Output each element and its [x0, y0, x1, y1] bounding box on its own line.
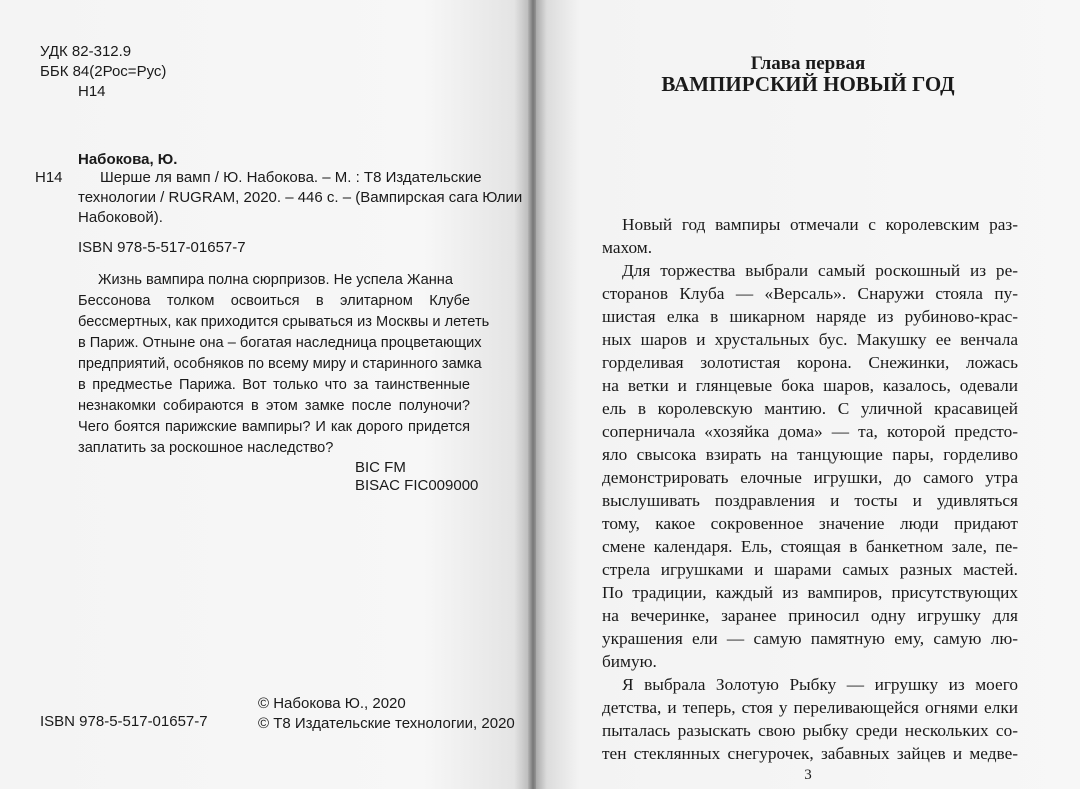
- annotation-line: незнакомки собираются в этом замке после полуночи?: [78, 398, 470, 414]
- bic-code: BIC FM: [355, 459, 406, 476]
- author-sign-top: Н14: [78, 83, 106, 100]
- body-line: Для торжества выбрали самый роскошный из ре-: [622, 261, 1018, 280]
- body-line: Я выбрала Золотую Рыбку — игрушку из моего: [622, 675, 1018, 694]
- body-line: сторанов Клуба — «Версаль». Снаружи стояла пу-: [602, 284, 1018, 303]
- chapter-label: Глава первая: [750, 53, 866, 74]
- body-line: украшения ели — самую памятную ему, самую лю-: [602, 629, 1018, 648]
- right-page: [536, 0, 1080, 789]
- body-line: тому, какое сокровенное значение люди придают: [602, 514, 1018, 533]
- annotation-line: Чего боятся парижские вампиры? И как дорого придется: [78, 419, 470, 435]
- body-line: По традиции, каждый из вампиров, присутствующих: [602, 583, 1018, 602]
- body-line: махом.: [602, 238, 653, 257]
- body-line: ель в королевскую мантию. С уличной красавицей: [602, 399, 1018, 418]
- body-line: шистая елка в шикарном наряде из рубиново-крас-: [602, 307, 1018, 326]
- annotation-line: Жизнь вампира полна сюрпризов. Не успела Жанна: [98, 272, 453, 288]
- copyright-publisher: © Т8 Издательские технологии, 2020: [258, 715, 515, 732]
- body-line: соперничала «хозяйка дома» — та, которой предсто-: [602, 422, 1018, 441]
- body-line: выслушивать поздравления и тосты и удивляться: [602, 491, 1018, 510]
- chapter-title: ВАМПИРСКИЙ НОВЫЙ ГОД: [661, 72, 955, 96]
- isbn-bottom: ISBN 978-5-517-01657-7: [40, 713, 208, 730]
- biblio-line: Шерше ля вамп / Ю. Набокова. – М. : Т8 Издательские: [100, 169, 482, 186]
- body-line: пыталась разыскать свою рыбку среди нескольких со-: [602, 721, 1018, 740]
- copyright-author: © Набокова Ю., 2020: [258, 695, 406, 712]
- annotation-line: в предместье Парижа. Вот только что за таинственные: [78, 377, 470, 393]
- body-line: Новый год вампиры отмечали с королевским раз-: [622, 215, 1018, 234]
- isbn: ISBN 978-5-517-01657-7: [78, 239, 246, 256]
- bbk-code: ББК 84(2Рос=Рус): [40, 63, 167, 80]
- body-line: стрела игрушками и шарами самых разных мастей.: [602, 560, 1018, 579]
- body-line: на вечеринке, заранее приносил одну игрушку для: [602, 606, 1018, 625]
- body-line: детства, и теперь, стоя у переливающейся огнями елки: [602, 698, 1018, 717]
- annotation-line: бессмертных, как приходится срываться из Москвы и лететь: [78, 314, 490, 330]
- annotation-line: заплатить за роскошное наследство?: [78, 440, 334, 456]
- body-line: бимую.: [602, 652, 657, 671]
- body-line: горделивая золотистая корона. Снежинки, ложась: [602, 353, 1018, 372]
- udk-code: УДК 82-312.9: [40, 43, 132, 60]
- body-line: тен стеклянных снегурочек, забавных зайцев и медве-: [602, 744, 1018, 763]
- annotation-line: в Париж. Отныне она – богатая наследница процветающих: [78, 335, 482, 351]
- body-line: ных шаров и хрустальных бус. Макушку ее венчала: [602, 330, 1018, 349]
- annotation-line: Бессонова толком освоиться в элитарном Клубе: [78, 293, 470, 309]
- bisac-code: BISAC FIC009000: [355, 477, 479, 494]
- body-line: смене календаря. Ель, стоящая в банкетном зале, пе-: [602, 537, 1018, 556]
- page-number: 3: [804, 767, 812, 783]
- body-line: яло свысока взирать на танцующие пары, горделиво: [602, 445, 1018, 464]
- body-line: на ветки и глянцевые бока шаров, казалось, одевали: [602, 376, 1018, 395]
- annotation-line: предприятий, особняков по всему миру и старинного замка: [78, 356, 482, 372]
- body-line: демонстрировать елочные игрушки, до самого утра: [602, 468, 1018, 487]
- biblio-line: технологии / RUGRAM, 2020. – 446 с. – (Вампирская сага Юлии: [78, 189, 523, 206]
- author-sign-side: Н14: [35, 169, 63, 186]
- author-name: Набокова, Ю.: [78, 151, 178, 168]
- left-page: [0, 0, 530, 789]
- biblio-line: Набоковой).: [78, 209, 163, 226]
